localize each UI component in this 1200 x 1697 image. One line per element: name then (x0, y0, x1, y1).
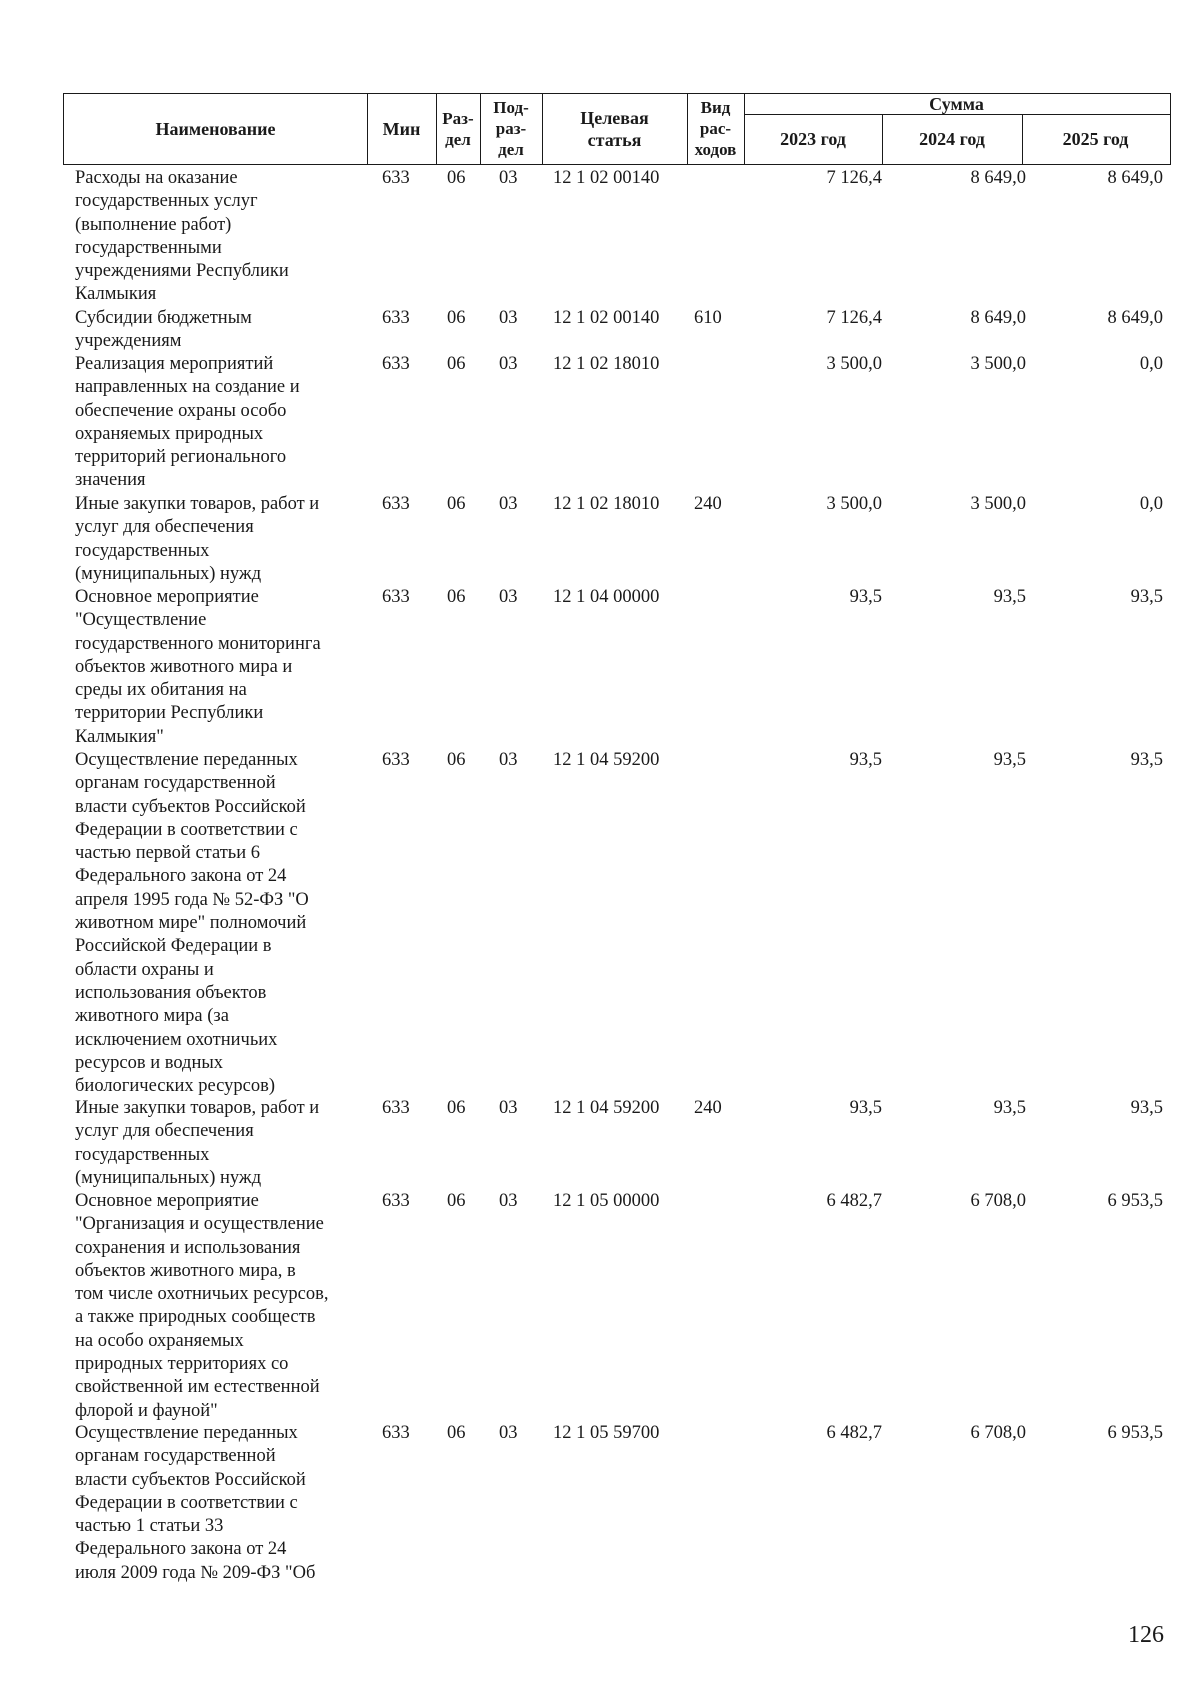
header-podrazdel: Под- раз- дел (493, 98, 529, 159)
row-2024: 3 500,0 (970, 354, 1026, 374)
row-podrazdel: 03 (499, 354, 518, 374)
row-celevaya: 12 1 02 18010 (553, 354, 660, 374)
row-podrazdel: 03 (499, 1423, 518, 1443)
header-year-2024: 2024 год (919, 128, 985, 149)
row-celevaya: 12 1 05 59700 (553, 1423, 660, 1443)
row-min: 633 (382, 354, 410, 374)
row-name: Субсидии бюджетным учреждениям (75, 308, 252, 352)
row-2025: 8 649,0 (1107, 308, 1163, 328)
row-min: 633 (382, 494, 410, 514)
row-podrazdel: 03 (499, 494, 518, 514)
header-razdel: Раз- дел (442, 108, 474, 149)
row-celevaya: 12 1 02 18010 (553, 494, 660, 514)
row-2024: 93,5 (993, 750, 1026, 770)
header-year-2025: 2025 год (1062, 128, 1129, 149)
header-min: Мин (382, 118, 421, 139)
row-podrazdel: 03 (499, 168, 518, 188)
header-summa: Сумма (929, 94, 984, 114)
row-vid: 610 (694, 308, 722, 328)
row-razdel: 06 (447, 1098, 466, 1118)
row-celevaya: 12 1 02 00140 (553, 308, 660, 328)
row-name: Расходы на оказание государственных услуг (выполнение работ) государственными учреждениями Республики Калмыкия (75, 168, 289, 305)
row-2025: 93,5 (1130, 1098, 1163, 1118)
row-podrazdel: 03 (499, 750, 518, 770)
row-2023: 93,5 (849, 750, 882, 770)
row-2024: 6 708,0 (970, 1423, 1026, 1443)
row-min: 633 (382, 1098, 410, 1118)
row-vid: 240 (694, 494, 722, 514)
row-razdel: 06 (447, 494, 466, 514)
row-min: 633 (382, 1191, 410, 1211)
row-2025: 0,0 (1139, 494, 1163, 514)
row-name: Основное мероприятие "Организация и осуществление сохранения и использования объектов животного мира, в том числе охотничьих ресурсов, а также природных сообществ на особо охраняемых природных территориях со свойственной им естественной флорой и фауной" (75, 1191, 329, 1421)
row-2025: 6 953,5 (1107, 1191, 1163, 1211)
row-celevaya: 12 1 02 00140 (553, 168, 660, 188)
row-podrazdel: 03 (499, 308, 518, 328)
row-razdel: 06 (447, 750, 466, 770)
row-celevaya: 12 1 05 00000 (553, 1191, 660, 1211)
row-celevaya: 12 1 04 59200 (553, 1098, 660, 1118)
header-name: Наименование (155, 118, 276, 139)
row-min: 633 (382, 587, 410, 607)
row-razdel: 06 (447, 587, 466, 607)
row-min: 633 (382, 750, 410, 770)
row-2024: 8 649,0 (970, 308, 1026, 328)
row-2023: 7 126,4 (826, 168, 882, 188)
row-2025: 0,0 (1139, 354, 1163, 374)
row-name: Реализация мероприятий направленных на создание и обеспечение охраны особо охраняемых природных территорий регионального значения (75, 354, 300, 491)
row-podrazdel: 03 (499, 1191, 518, 1211)
row-2023: 3 500,0 (826, 494, 882, 514)
header-celevaya: Целевая статья (580, 107, 649, 150)
row-min: 633 (382, 308, 410, 328)
row-min: 633 (382, 168, 410, 188)
row-name: Иные закупки товаров, работ и услуг для обеспечения государственных (муниципальных) нужд (75, 1098, 320, 1188)
row-min: 633 (382, 1423, 410, 1443)
row-celevaya: 12 1 04 00000 (553, 587, 660, 607)
header-vid: Вид рас- ходов (694, 98, 737, 159)
row-razdel: 06 (447, 1423, 466, 1443)
table-header (63, 93, 1171, 165)
row-celevaya: 12 1 04 59200 (553, 750, 660, 770)
row-razdel: 06 (447, 308, 466, 328)
row-razdel: 06 (447, 354, 466, 374)
page-number: 126 (1128, 1622, 1164, 1648)
row-2023: 6 482,7 (826, 1423, 882, 1443)
row-2024: 8 649,0 (970, 168, 1026, 188)
row-2023: 6 482,7 (826, 1191, 882, 1211)
row-razdel: 06 (447, 1191, 466, 1211)
row-name: Основное мероприятие "Осуществление государственного мониторинга объектов животного мира и среды их обитания на территории Республики Калмыкия" (75, 587, 321, 747)
row-podrazdel: 03 (499, 587, 518, 607)
row-2025: 8 649,0 (1107, 168, 1163, 188)
header-year-2023: 2023 год (780, 128, 846, 149)
row-name: Осуществление переданных органам государственной власти субъектов Российской Федерации в соответствии с частью 1 статьи 33 Федерального закона от 24 июля 2009 года № 209-ФЗ "Об (75, 1423, 316, 1583)
row-2023: 93,5 (849, 1098, 882, 1118)
row-name: Осуществление переданных органам государственной власти субъектов Российской Федерации в соответствии с частью первой статьи 6 Федерального закона от 24 апреля 1995 года № 52-ФЗ "О животном мире" полномочий Российской Федерации в области охраны и использования объектов животного мира (за исключением охотничьих ресурсов и водных биологических ресурсов) (75, 750, 309, 1097)
row-2025: 6 953,5 (1107, 1423, 1163, 1443)
row-2023: 3 500,0 (826, 354, 882, 374)
row-name: Иные закупки товаров, работ и услуг для обеспечения государственных (муниципальных) нужд (75, 494, 320, 584)
row-2025: 93,5 (1130, 750, 1163, 770)
row-2023: 7 126,4 (826, 308, 882, 328)
row-vid: 240 (694, 1098, 722, 1118)
row-podrazdel: 03 (499, 1098, 518, 1118)
row-2024: 93,5 (993, 1098, 1026, 1118)
row-razdel: 06 (447, 168, 466, 188)
row-2024: 6 708,0 (970, 1191, 1026, 1211)
row-2025: 93,5 (1130, 587, 1163, 607)
row-2023: 93,5 (849, 587, 882, 607)
row-2024: 93,5 (993, 587, 1026, 607)
row-2024: 3 500,0 (970, 494, 1026, 514)
